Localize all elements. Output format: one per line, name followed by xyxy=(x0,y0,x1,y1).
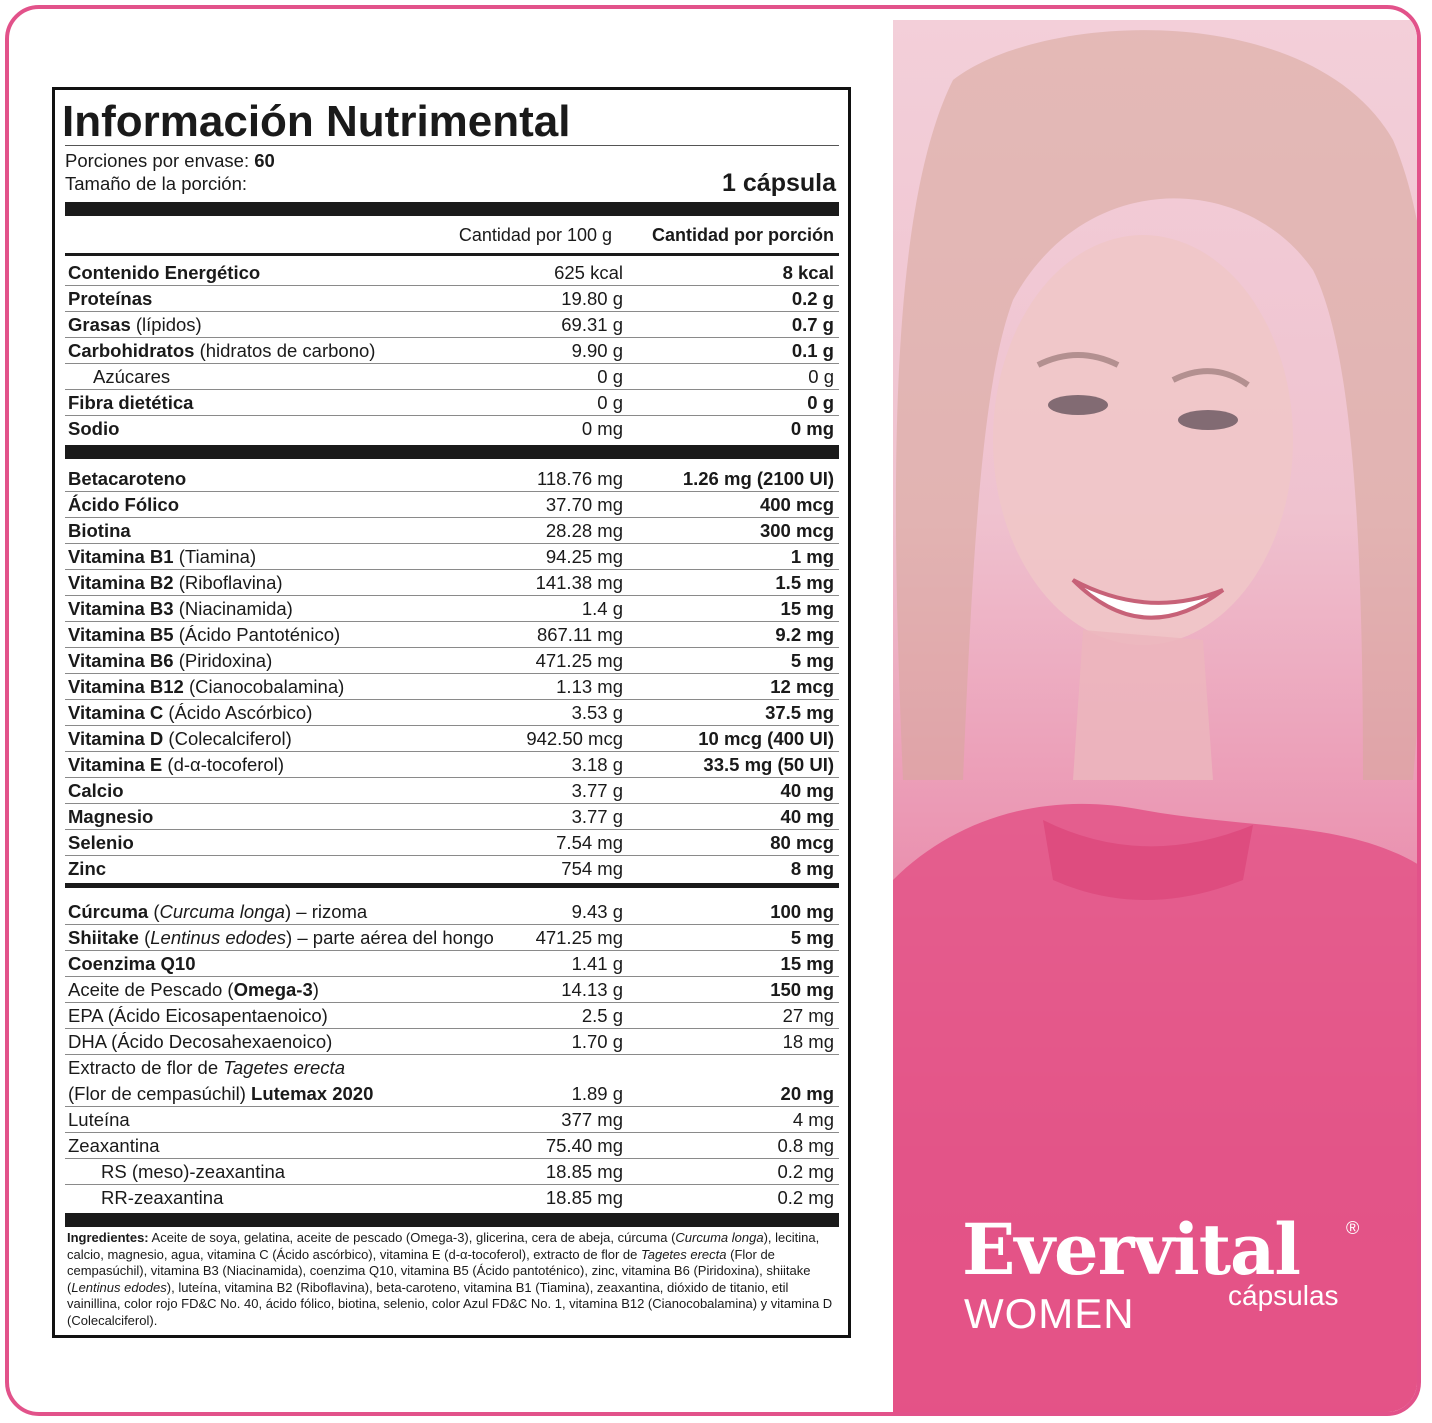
amount-per-100g: 18.85 mg xyxy=(545,1161,623,1182)
amount-per-100g: 0 mg xyxy=(581,418,623,439)
servings-label: Porciones por envase: xyxy=(65,150,250,171)
header-divider xyxy=(65,253,839,256)
nutrient-name: (Flor de cempasúchil) Lutemax 2020 xyxy=(68,1083,374,1104)
amount-per-portion: 1.26 mg (2100 UI) xyxy=(682,468,834,489)
servings-value: 60 xyxy=(254,150,275,171)
ingredient-row xyxy=(65,1055,839,1081)
thick-divider xyxy=(65,1213,839,1227)
amount-per-portion: 4 mg xyxy=(792,1109,834,1130)
nutrient-name: Vitamina C (Ácido Ascórbico) xyxy=(68,702,313,723)
amount-per-100g: 471.25 mg xyxy=(535,650,623,671)
amount-per-100g: 28.28 mg xyxy=(545,520,623,541)
vitamin-row xyxy=(65,830,839,856)
brand-logo xyxy=(962,1210,1382,1340)
amount-per-100g: 867.11 mg xyxy=(536,624,623,645)
brand-line: WOMEN xyxy=(964,1290,1135,1337)
vitamin-row xyxy=(65,622,839,648)
amount-per-portion: 80 mcg xyxy=(770,832,834,853)
vitamin-row xyxy=(65,804,839,830)
amount-per-portion: 0.2 mg xyxy=(777,1187,834,1208)
amount-per-portion: 33.5 mg (50 UI) xyxy=(703,754,834,775)
amount-per-portion: 15 mg xyxy=(780,953,834,974)
vitamin-row xyxy=(65,492,839,518)
nutrient-name: Coenzima Q10 xyxy=(68,953,196,974)
thick-divider xyxy=(65,202,839,216)
amount-per-100g: 9.43 g xyxy=(571,901,623,922)
amount-per-100g: 942.50 mcg xyxy=(526,728,623,749)
macro-row xyxy=(65,338,839,364)
vitamin-row xyxy=(65,544,839,570)
amount-per-portion: 0.7 g xyxy=(791,314,834,335)
amount-per-100g: 1.70 g xyxy=(571,1031,623,1052)
amount-per-100g: 19.80 g xyxy=(561,288,623,309)
nutrient-name: Vitamina B2 (Riboflavina) xyxy=(68,572,283,593)
amount-per-portion: 0.8 mg xyxy=(777,1135,834,1156)
macro-row xyxy=(65,364,839,390)
amount-per-100g: 9.90 g xyxy=(571,340,623,361)
vitamin-row xyxy=(65,778,839,804)
amount-per-100g: 7.54 mg xyxy=(556,832,623,853)
amount-per-100g: 1.13 mg xyxy=(556,676,623,697)
amount-per-portion: 0.1 g xyxy=(791,340,834,361)
amount-per-portion: 400 mcg xyxy=(759,494,834,515)
amount-per-portion: 150 mg xyxy=(770,979,834,1000)
ingredient-row xyxy=(65,925,839,951)
nutrient-name: Azúcares xyxy=(93,366,171,387)
nutrient-name: Calcio xyxy=(68,780,124,801)
ingredient-row xyxy=(65,1029,839,1055)
amount-per-portion: 8 mg xyxy=(790,858,834,879)
nutrient-name: Fibra dietética xyxy=(68,392,194,413)
macro-row xyxy=(65,260,839,286)
amount-per-portion: 15 mg xyxy=(780,598,834,619)
amount-per-100g: 75.40 mg xyxy=(545,1135,623,1156)
nutrient-name: Aceite de Pescado (Omega-3) xyxy=(68,979,319,1000)
ingredient-row xyxy=(65,951,839,977)
vitamin-row xyxy=(65,752,839,778)
amount-per-portion: 0 g xyxy=(808,366,834,387)
macro-row xyxy=(65,312,839,338)
amount-per-100g: 118.76 mg xyxy=(536,468,623,489)
amount-per-100g: 377 mg xyxy=(561,1109,623,1130)
amount-per-100g: 1.4 g xyxy=(581,598,623,619)
nutrient-name: RR-zeaxantina xyxy=(101,1187,224,1208)
title-divider xyxy=(65,145,839,146)
amount-per-100g: 69.31 g xyxy=(561,314,623,335)
thick-divider xyxy=(65,445,839,459)
nutrient-name: Magnesio xyxy=(68,806,154,827)
amount-per-portion: 0.2 mg xyxy=(777,1161,834,1182)
serving-size-label: Tamaño de la porción: xyxy=(65,173,248,194)
nutrient-name: Vitamina B3 (Niacinamida) xyxy=(68,598,293,619)
amount-per-portion: 1 mg xyxy=(790,546,834,567)
nutrient-name: Betacaroteno xyxy=(68,468,187,489)
nutrient-name: Biotina xyxy=(68,520,131,541)
vitamin-row xyxy=(65,596,839,622)
amount-per-portion: 100 mg xyxy=(770,901,834,922)
amount-per-portion: 20 mg xyxy=(780,1083,834,1104)
nutrient-name: Grasas (lípidos) xyxy=(68,314,202,335)
nutrient-name: Vitamina E (d-α-tocoferol) xyxy=(68,754,284,775)
vitamin-row xyxy=(65,674,839,700)
amount-per-100g: 94.25 mg xyxy=(545,546,623,567)
amount-per-100g: 18.85 mg xyxy=(545,1187,623,1208)
nutrient-name: Vitamina B6 (Piridoxina) xyxy=(68,650,273,671)
vitamin-row xyxy=(65,700,839,726)
amount-per-100g: 3.18 g xyxy=(571,754,623,775)
amount-per-100g: 141.38 mg xyxy=(535,572,623,593)
nutrient-name: EPA (Ácido Eicosapentaenoico) xyxy=(68,1005,328,1026)
nutrient-name: Contenido Energético xyxy=(68,262,261,283)
ingredient-row xyxy=(65,1081,839,1107)
macro-row xyxy=(65,286,839,312)
amount-per-portion: 10 mcg (400 UI) xyxy=(698,728,834,749)
nutrient-name: Extracto de flor de Tagetes erecta xyxy=(68,1057,345,1078)
nutrition-facts-panel xyxy=(52,87,851,1338)
panel-title: Información Nutrimental xyxy=(62,97,571,146)
nutrient-name: Zinc xyxy=(68,858,107,879)
section-divider xyxy=(65,883,839,888)
amount-per-100g: 625 kcal xyxy=(554,262,623,283)
amount-per-portion: 40 mg xyxy=(780,806,834,827)
ingredient-row xyxy=(65,1133,839,1159)
amount-per-100g: 3.53 g xyxy=(571,702,623,723)
nutrient-name: Zeaxantina xyxy=(68,1135,160,1156)
servings-per-container xyxy=(65,149,275,173)
amount-per-portion: 0 g xyxy=(807,392,834,413)
nutrient-name: Vitamina D (Colecalciferol) xyxy=(68,728,292,749)
amount-per-portion: 5 mg xyxy=(790,650,834,671)
nutrient-name: Cúrcuma (Curcuma longa) – rizoma xyxy=(68,901,368,922)
amount-per-100g: 0 g xyxy=(597,366,623,387)
macro-row xyxy=(65,390,839,416)
amount-per-100g: 3.77 g xyxy=(571,806,623,827)
amount-per-portion: 40 mg xyxy=(780,780,834,801)
vitamin-row xyxy=(65,856,839,882)
vitamin-row xyxy=(65,726,839,752)
amount-per-portion: 1.5 mg xyxy=(775,572,834,593)
amount-per-100g: 754 mg xyxy=(561,858,623,879)
nutrient-name: Vitamina B1 (Tiamina) xyxy=(68,546,257,567)
ingredients-text: Ingredientes: Aceite de soya, gelatina, aceite de pescado (Omega-3), glicerina, cera de abeja, cúrcuma (Curcuma longa), lecitina, calcio, magnesio, agua, vitamina C (Ácido ascórbico), vitamina E (d-α-tocoferol), extracto de flor de Tagetes erecta (Flor de cempasúchil), vitamina B3 (Niacinamida), coenzima Q10, vitamina B5 (Ácido pantoténico), zinc, vitamina B6 (Piridoxina), shiitake (Lentinus edodes), luteína, vitamina B2 (Riboflavina), beta-caroteno, vitamina B1 (Tiamina), zeaxantina, dióxido de titanio, etil vainillina, color rojo FD&C No. 40, ácido fólico, biotina, selenio, color Azul FD&C No. 1, vitamina B12 (Cianocobalamina) y vitamina D (Colecalciferol). xyxy=(67,1230,833,1328)
amount-per-portion: 8 kcal xyxy=(782,262,834,283)
column-header-per-portion: Cantidad por porción xyxy=(652,225,834,245)
macro-row xyxy=(65,416,839,442)
nutrient-name: Sodio xyxy=(68,418,120,439)
amount-per-portion: 27 mg xyxy=(782,1005,834,1026)
vitamin-row xyxy=(65,570,839,596)
nutrient-name: Shiitake (Lentinus edodes) – parte aérea del hongo xyxy=(68,927,494,948)
amount-per-portion: 300 mcg xyxy=(759,520,834,541)
ingredient-row xyxy=(65,1107,839,1133)
amount-per-portion: 9.2 mg xyxy=(775,624,834,645)
amount-per-100g: 471.25 mg xyxy=(535,927,623,948)
amount-per-100g: 1.41 g xyxy=(571,953,623,974)
nutrient-name: RS (meso)-zeaxantina xyxy=(101,1161,286,1182)
ingredient-row xyxy=(65,1003,839,1029)
amount-per-100g: 3.77 g xyxy=(571,780,623,801)
nutrient-name: DHA (Ácido Decosahexaenoico) xyxy=(68,1031,333,1052)
nutrient-name: Vitamina B5 (Ácido Pantoténico) xyxy=(68,624,341,645)
nutrient-name: Vitamina B12 (Cianocobalamina) xyxy=(68,676,345,697)
amount-per-100g: 37.70 mg xyxy=(545,494,623,515)
serving-size-value: 1 cápsula xyxy=(722,169,836,197)
amount-per-100g: 2.5 g xyxy=(581,1005,623,1026)
vitamin-row xyxy=(65,518,839,544)
amount-per-portion: 0.2 g xyxy=(791,288,834,309)
amount-per-portion: 0 mg xyxy=(790,418,834,439)
nutrient-name: Ácido Fólico xyxy=(68,494,179,515)
ingredient-row xyxy=(65,1185,839,1211)
amount-per-100g: 14.13 g xyxy=(561,979,623,1000)
vitamin-row xyxy=(65,648,839,674)
nutrient-name: Proteínas xyxy=(68,288,153,309)
woman-portrait-image xyxy=(893,20,1421,1416)
nutrient-name: Selenio xyxy=(68,832,134,853)
column-header-per-100g: Cantidad por 100 g xyxy=(458,225,612,245)
brand-name: Evervital xyxy=(962,1208,1300,1291)
nutrient-name: Carbohidratos (hidratos de carbono) xyxy=(68,340,376,361)
ingredient-row xyxy=(65,899,839,925)
vitamin-row xyxy=(65,466,839,492)
amount-per-portion: 5 mg xyxy=(790,927,834,948)
amount-per-portion: 18 mg xyxy=(782,1031,834,1052)
ingredient-row xyxy=(65,1159,839,1185)
nutrient-name: Luteína xyxy=(68,1109,130,1130)
ingredient-row xyxy=(65,977,839,1003)
amount-per-portion: 12 mcg xyxy=(770,676,834,697)
amount-per-100g: 0 g xyxy=(597,392,623,413)
registered-mark: ® xyxy=(1346,1218,1360,1238)
amount-per-portion: 37.5 mg xyxy=(765,702,834,723)
brand-format: cápsulas xyxy=(1228,1280,1339,1311)
amount-per-100g: 1.89 g xyxy=(571,1083,623,1104)
